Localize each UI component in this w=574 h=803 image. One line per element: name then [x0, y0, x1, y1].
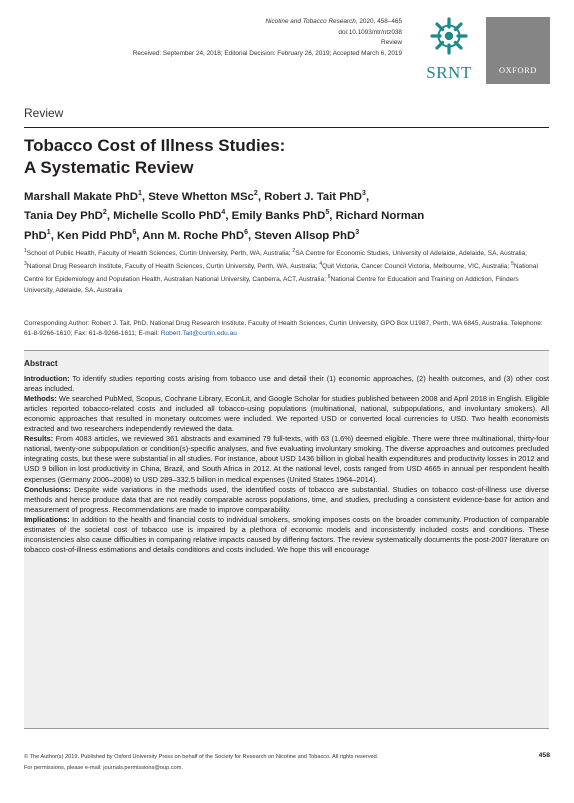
author-affiliation-marker: 1 — [137, 190, 142, 197]
divider — [24, 127, 549, 128]
author-name: Richard Norman — [335, 210, 425, 223]
section-label: Review — [24, 106, 64, 120]
srnt-wordmark: SRNT — [426, 63, 472, 82]
abstract-introduction: Introduction: To identify studies reporting costs arising from tobacco use and detail their (1) economic approaches, (2) health outcomes, and (3) other cost areas included. — [24, 374, 549, 394]
abstract-section-label: Implications: — [24, 514, 70, 524]
affiliation: National Centre for Epidemiology and Population Health, Australian National University, Canberra, ACT, Australia; — [24, 263, 538, 284]
abstract-conclusions: Conclusions: Despite wide variations in the methods used, the identified costs of tobacco are substantial. Studies on tobacco cost-of-illness use diverse methods and hence produce data that are not readily comparable across populations, time, and studies, precluding a consistent evidence-base for action and measurement of progress. Recommendations are made to improve comparability. — [24, 484, 549, 514]
page-number: 458 — [538, 752, 550, 759]
author-name: Ken Pidd PhD — [57, 229, 133, 242]
abstract-section-label: Introduction: — [24, 374, 70, 384]
author-name: Steve Whetton MSc — [148, 190, 254, 203]
author-affiliation-marker: 6 — [244, 228, 248, 236]
author-affiliation-marker: 6 — [132, 228, 137, 236]
abstract-heading: Abstract — [24, 358, 58, 368]
journal-name: Nicotine and Tobacco Research — [265, 18, 356, 25]
author-name: Tania Dey PhD — [24, 210, 103, 223]
author-line-2: Tania Dey PhD$^2$, Michelle Scollo PhD$^4$, Emily Banks PhD$^5$, Richard Norman — [24, 209, 425, 223]
author-line-1: Marshall Makate PhD$^1$, Steve Whetton MSc$^2$, Robert J. Tait PhD$^3$, — [24, 190, 370, 203]
journal-volume: , 2020, 458–465 — [355, 18, 402, 25]
author-line-3: PhD$^1$, Ken Pidd PhD$^6$, Ann M. Roche PhD$^6$, Steven Allsop PhD$^3$ — [24, 228, 360, 242]
author-name: Marshall Makate PhD — [24, 190, 138, 203]
author-name: Ann M. Roche PhD — [142, 229, 245, 242]
author-list — [24, 186, 549, 244]
abstract-section-label: Methods: — [24, 394, 57, 404]
affiliation: SA Centre for Economic Studies, University of Adelaide, Adelaide, SA, Australia; — [295, 250, 527, 258]
abstract-methods: Methods: We searched PubMed, Scopus, Cochrane Library, EconLit, and Google Scholar for studies published between 2008 and April 2018 in English. Eligible articles reported tobacco-related costs and included all tobacco-using populations (multinational, national, subpopulations, and involuntary smokers). All economic approaches that resulted in monetary outcomes were included. We reported USD or converted local currencies to USD. Two health economists extracted and two researchers independently reviewed the data. — [24, 394, 549, 434]
affiliation: National Centre for Education and Training on Addiction, Flinders University, Adelaide, SA, Australia — [24, 276, 519, 294]
author-name: Robert J. Tait PhD — [264, 190, 363, 203]
oxford-logo — [486, 17, 550, 84]
title-line-1: Tobacco Cost of Illness Studies: — [24, 136, 286, 155]
author-affiliation-marker: 2 — [102, 209, 107, 217]
author-affiliation-marker: 3 — [362, 190, 366, 197]
corresponding-author-text: Corresponding Author: Robert J. Tait, PhD, National Drug Research Institute, Faculty of Health Sciences, Curtin University, GPO Box U1987, Perth, WA 6845, Australia. Telephone: 61-8-9266-1610; Fax: 61-8-9266-1611; E-mail: — [24, 320, 543, 337]
srnt-ring-icon — [429, 16, 469, 56]
abstract-section-label: Conclusions: — [24, 484, 71, 494]
abstract-section-label: Results: — [24, 434, 54, 444]
permissions-notice: For permissions, please e-mail: journals.permissions@oup.com. — [24, 764, 183, 771]
title-line-2: A Systematic Review — [24, 158, 194, 177]
affiliation: National Drug Research Institute, Faculty of Health Sciences, Curtin University, Perth, WA, Australia; — [26, 263, 320, 271]
author-affiliation-marker: 4 — [221, 209, 226, 217]
doi[interactable]: doi:10.1093/ntr/ntz038 — [338, 28, 402, 36]
publication-dates: Received: September 24, 2018; Editorial Decision: February 26, 2019; Accepted March 6, 2019 — [132, 49, 402, 57]
author-name: PhD — [24, 229, 47, 242]
author-affiliation-marker: 2 — [253, 190, 258, 197]
author-affiliation-marker: 5 — [325, 209, 330, 217]
oxford-wordmark: OXFORD — [498, 66, 538, 75]
article-type: Review — [381, 39, 402, 47]
journal-header — [133, 17, 402, 59]
affiliation: Quit Victoria, Cancer Council Victoria, Melbourne, VIC, Australia; — [322, 263, 512, 271]
article-title — [24, 135, 285, 179]
journal-citation — [133, 17, 402, 28]
author-name: Steven Allsop PhD — [254, 229, 356, 242]
affiliation: School of Public Health, Faculty of Health Sciences, Curtin University, Perth, WA, Australia; — [26, 250, 293, 258]
abstract — [24, 358, 549, 555]
author-name: Michelle Scollo PhD — [113, 210, 222, 223]
footer — [24, 752, 378, 773]
email-link[interactable]: Robert.Tait@curtin.edu.au — [160, 330, 237, 337]
author-name: Emily Banks PhD — [231, 210, 326, 223]
abstract-results: Results: From 4083 articles, we reviewed 361 abstracts and examined 79 full-texts, with 63 (1.6%) deemed eligible. There were three multinational, thirty-four national, twenty-one subpopulation or condition(s)-specific analyses, and five evaluating involuntary smoking. The diverse approaches and outcomes precluded integrating costs, but these were substantial in all studies. For instance, about USD 1436 billion in global health expenditures and productivity losses in 2012 and USD 9 billion in lost productivity in China, Brazil, and South Africa in 2012. At the national level, costs ranged from USD 4665 in annual per respondent health expenses (Germany 2006–2008) to USD 289–332.5 billion in medical expenses (United States 1964–2014). — [24, 434, 549, 484]
affiliations: $^1$School of Public Health, Faculty of Health Sciences, Curtin University, Perth, WA, Australia; $^2$SA Centre for Economic Studies, University of Adelaide, Adelaide, SA, Australia; $^3$National Drug Research Institute, Faculty of Health Sciences, Curtin University, Perth, WA, Australia; $^4$Quit Victoria, Cancer Council Victoria, Melbourne, VIC, Australia; $^5$National Centre for Epidemiology and Population Health, Australian National University, Canberra, ACT, Australia; $^6$National Centre for Education and Training on Addiction, Flinders University, Adelaide, SA, Australia — [24, 248, 538, 294]
srnt-logo — [420, 16, 478, 82]
copyright-notice: © The Author(s) 2019. Published by Oxford University Press on behalf of the Society for Research on Nicotine and Tobacco. All rights reserved. — [24, 754, 379, 760]
abstract-implications: Implications: In addition to the health and financial costs to individual smokers, smoking imposes costs on the broader community. Production of comparable estimates of the societal cost of tobacco use is impaired by a plethora of economic models and inconsistently included costs and conditions. These inconsistencies also cause difficulties in comparing relative impacts caused by differing factors. The review systematically documents the post-2007 literature on tobacco cost-of-illness estimations and details conditions and costs included. We hope this will encourage — [24, 514, 549, 554]
author-affiliation-marker: 3 — [355, 228, 360, 236]
author-affiliation-marker: 1 — [46, 228, 51, 236]
corresponding-author — [24, 319, 549, 339]
